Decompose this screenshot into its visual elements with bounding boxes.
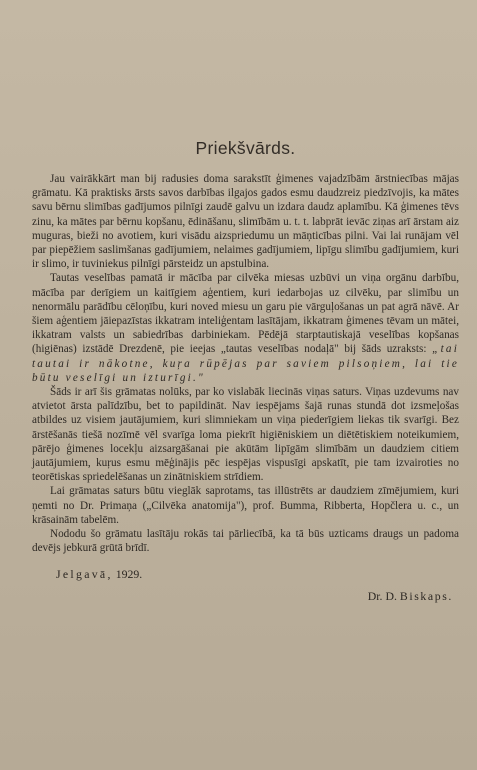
paragraph-intro-text: Jau vairākkārt man bij radusies doma sarakstīt ģimenes vajadzībām ārstniecības mājas grāmatu. Kā praktisks ārsts savos darbības ilgajos gados esmu daudzreiz piedzīvojis, ka mātes savu bērnu slimības gadījumos pilnīgi zaudē galvu un izdara daudz aplamību. Kā ģimenes tēvs zinu, ka mātes par bērnu kopšanu, ēdināšanu, slimībām u. t. t. labprāt ievāc ziņas arī ārstam aiz muguras, bieži no avotiem, kuri visādu aizspriedumu un māņticības pilni. Vai lai runājam vēl par piepēžiem saslimšanas gadījumiem, nelaimes gadījumiem, lipīgu slimību gadījumiem, kuri ir slimo, ir tuviniekus pilnīgi pārsteidz un apstulbina. xyxy=(32,173,459,271)
page-title: Priekšvārds. xyxy=(195,138,296,158)
page-content xyxy=(32,138,459,607)
signature-prefix: Dr. D. xyxy=(367,589,397,604)
signature-surname: Biskaps. xyxy=(399,589,453,604)
exhibition-motto: „tai tautai ir nākotne, kuŗa rūpējas par saviem pilsoņiem, lai tie būtu veselīgi un izturīgi." xyxy=(32,343,460,384)
paragraph-health xyxy=(32,271,459,385)
preface-footer xyxy=(32,563,459,607)
paragraph-illustrations xyxy=(32,484,459,527)
paragraph-purpose-text: Šāds ir arī šis grāmatas nolūks, par ko vislabāk liecinās viņas saturs. Viņas uzdevums nav atvietot ārsta palīdzību, bet to papildināt. Nav iespējams šajā runas stundā dot izsmeļošas atbildes uz visiem jautājumiem, kuri slimniekam un viņa piederīgiem liekas tik svarīgi. Bez ārstēšanās tiešā nozīmē vēl svarīga loma piekrīt higiēniskiem un diētētiskiem noteikumiem, pārējo ģimenes locekļu aizsargāšanai pie akūtām lipīgām slimībām un daudziem citiem jautājumiem, kuŗus esmu mēģinājis pēc iespējas vispusīgi apskatīt, pie tam izvairoties no teorētiskas spriedelēšanas un zinātniskiem strīdiem. xyxy=(32,386,459,484)
author-signature xyxy=(368,589,453,604)
paragraph-intro xyxy=(32,172,459,271)
paragraph-health-text: Tautas veselības pamatā ir mācība par cilvēka miesas uzbūvi un viņa orgānu darbību, mācība par derīgiem un kaitīgiem aģentiem, kuri iedarbojas uz cilvēku, par slimību un nenormālu parādību cēloņību, kuri noved miesu un garu pie vārguļošanas un pat agrā nāvē. Ar šiem aģentiem jāiepazīstas ikkatram inteliģentam lasītājam, ikkatram ģimenes tēvam un mātei, ikkatram valsts un sabiedrības darbiniekam. Pēdējā starptautiskajā veselības kopšanas (higiēnas) izstādē Drezdenē, pie ieejas „tautas veselības nodaļā" bij šāds uzraksts: xyxy=(32,272,459,356)
place-date xyxy=(56,567,142,582)
paragraph-illustrations-text: Lai grāmatas saturs būtu vieglāk saprotams, tas illūstrēts ar daudziem zīmējumiem, kuri ņemti no Dr. Primaņa („Cilvēka anatomija"), prof. Bumma, Ribberta, Hopčlera u. c., un krāsainām tabelēm. xyxy=(32,485,459,526)
paragraph-purpose xyxy=(32,385,459,484)
place-town: Jelgavā, xyxy=(56,567,113,582)
place-year: 1929. xyxy=(115,567,143,582)
paragraph-closing xyxy=(32,527,459,555)
paragraph-closing-text: Nododu šo grāmatu lasītāju rokās tai pārliecībā, ka tā būs uzticams draugs un padoma devējs jebkurā grūtā brīdī. xyxy=(32,528,459,555)
